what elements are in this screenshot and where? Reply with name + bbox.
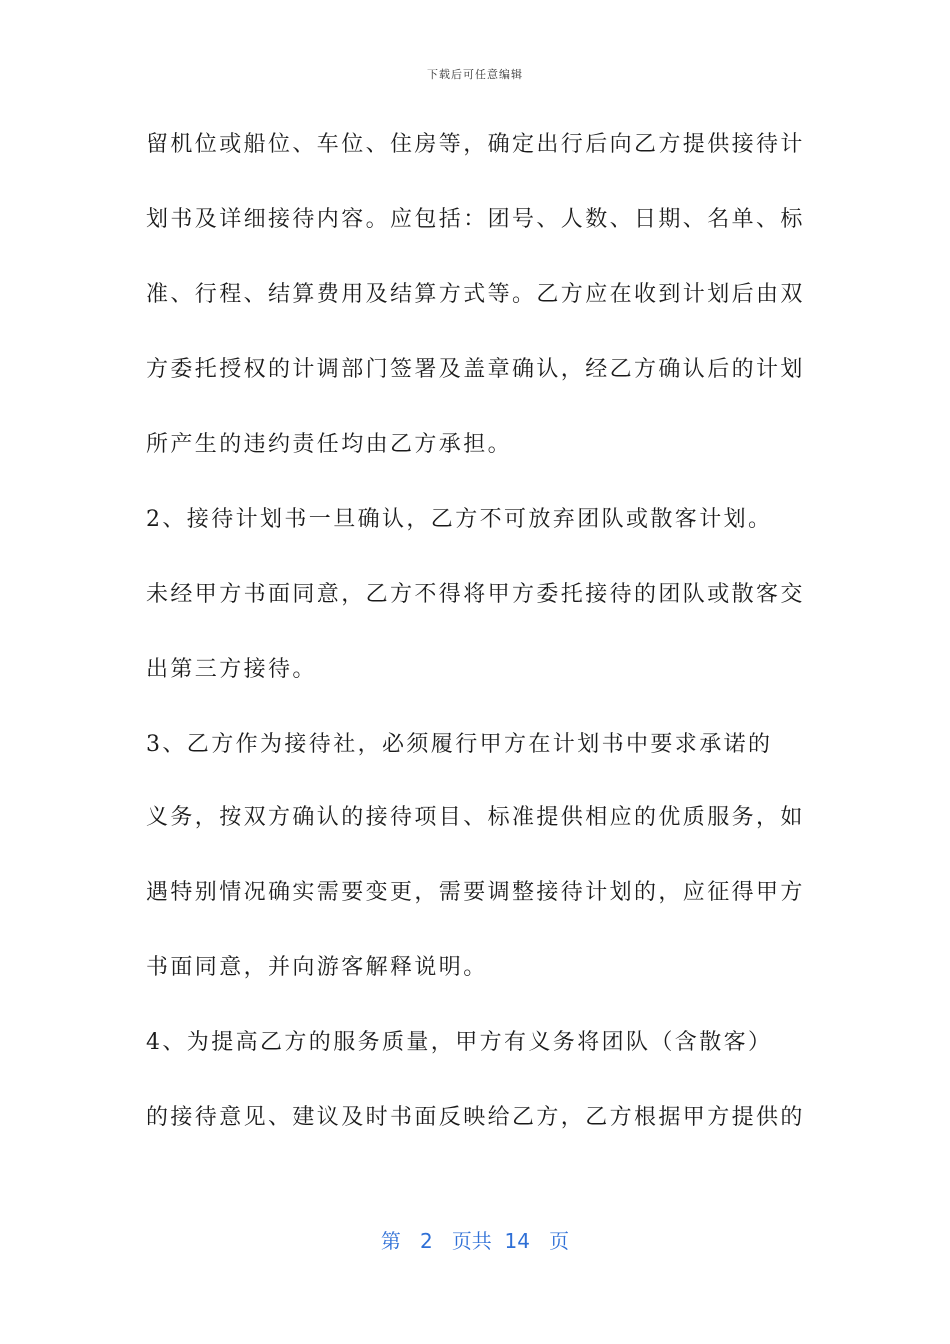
text-line: 方委托授权的计调部门签署及盖章确认，经乙方确认后的计划: [146, 357, 805, 382]
text-line: 划书及详细接待内容。应包括：团号、人数、日期、名单、标: [146, 207, 805, 232]
footer-prefix: 第: [380, 1229, 401, 1253]
text-line: 出第三方接待。: [146, 657, 317, 682]
text-line: 留机位或船位、车位、住房等，确定出行后向乙方提供接待计: [146, 132, 805, 157]
footer-current-page: 2: [420, 1229, 433, 1253]
text-line: 4、为提高乙方的服务质量，甲方有义务将团队（含散客）: [146, 1030, 773, 1055]
text-line: 的接待意见、建议及时书面反映给乙方，乙方根据甲方提供的: [146, 1105, 805, 1130]
text-line: 未经甲方书面同意，乙方不得将甲方委托接待的团队或散客交: [146, 582, 805, 607]
text-line: 2、接待计划书一旦确认，乙方不可放弃团队或散客计划。: [146, 507, 773, 532]
text-line: 所产生的违约责任均由乙方承担。: [146, 432, 513, 457]
text-line: 遇特别情况确实需要变更，需要调整接待计划的，应征得甲方: [146, 880, 805, 905]
text-line: 书面同意，并向游客解释说明。: [146, 955, 488, 980]
page-footer: [0, 1225, 950, 1254]
footer-suffix: 页: [549, 1229, 570, 1253]
page-header-note: 下载后可任意编辑: [427, 68, 523, 81]
text-line: 义务，按双方确认的接待项目、标准提供相应的优质服务，如: [146, 805, 805, 830]
footer-total-pages: 14: [504, 1229, 530, 1253]
text-line: 准、行程、结算费用及结算方式等。乙方应在收到计划后由双: [146, 282, 805, 307]
text-line: 3、乙方作为接待社，必须履行甲方在计划书中要求承诺的: [146, 732, 773, 757]
footer-middle: 页共: [451, 1229, 492, 1253]
